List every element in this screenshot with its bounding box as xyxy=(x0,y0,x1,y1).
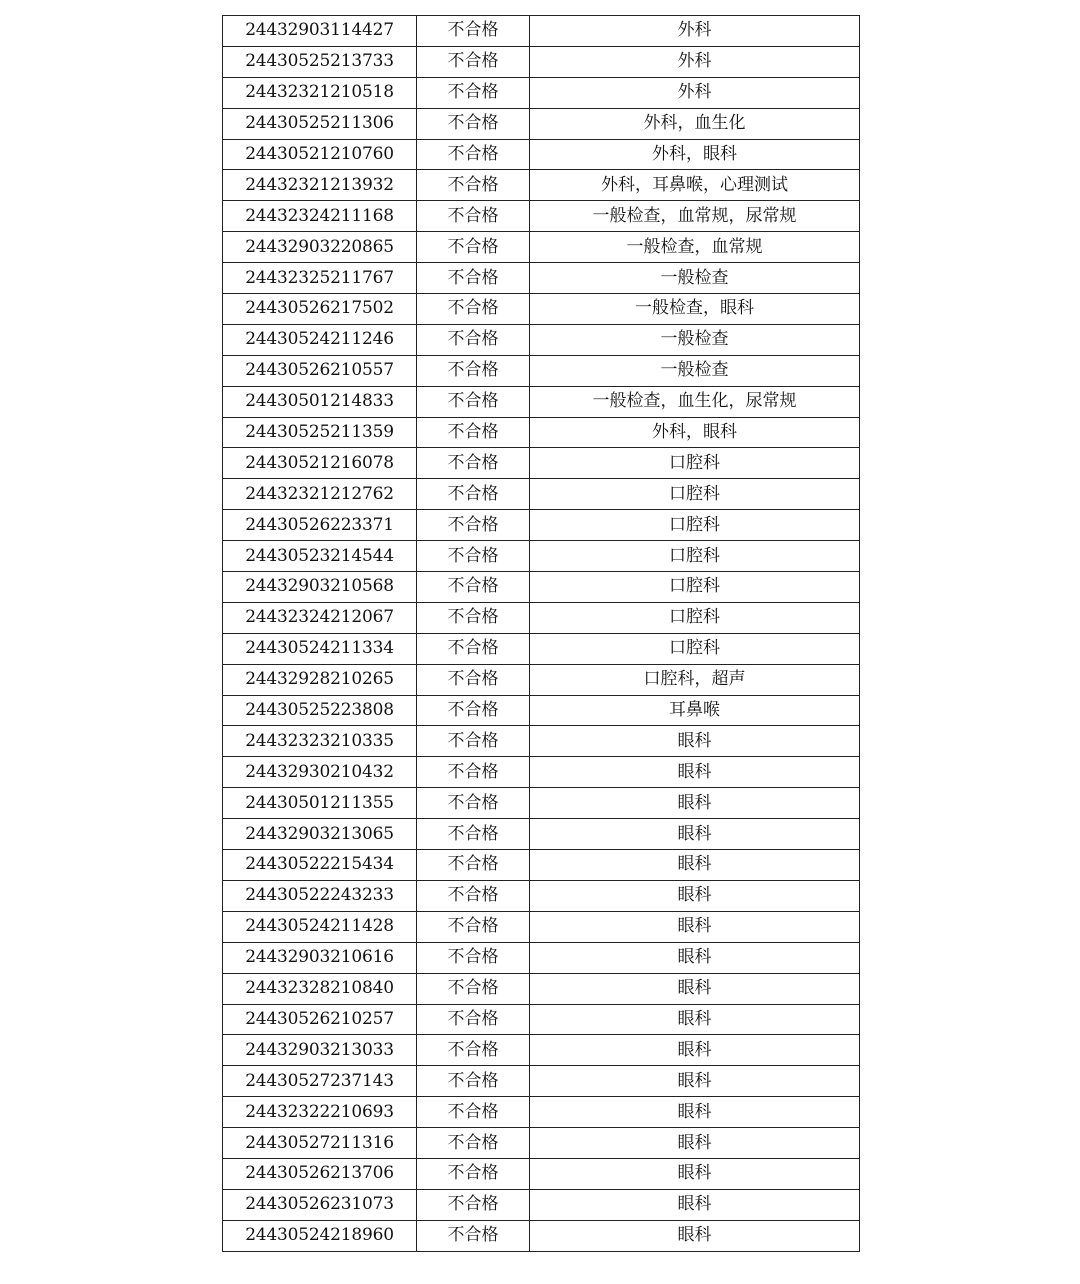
failed-items-cell: 口腔科 xyxy=(530,448,860,479)
table-row xyxy=(223,46,860,77)
result-cell: 不合格 xyxy=(417,510,530,541)
candidate-id-cell: 24430522243233 xyxy=(223,880,417,911)
candidate-id-cell: 24432928210265 xyxy=(223,664,417,695)
table-row xyxy=(223,232,860,263)
failed-items-cell: 一般检查 xyxy=(530,355,860,386)
table-row xyxy=(223,139,860,170)
candidate-id-cell: 24432321212762 xyxy=(223,479,417,510)
result-cell: 不合格 xyxy=(417,139,530,170)
table-row xyxy=(223,541,860,572)
failed-items-cell: 眼科 xyxy=(530,1035,860,1066)
failed-items-cell: 眼科 xyxy=(530,1097,860,1128)
candidate-id-cell: 24430524211246 xyxy=(223,324,417,355)
candidate-id-cell: 24430524211334 xyxy=(223,633,417,664)
failed-items-cell: 外科，耳鼻喉，心理测试 xyxy=(530,170,860,201)
result-cell: 不合格 xyxy=(417,1097,530,1128)
table-row xyxy=(223,1097,860,1128)
result-cell: 不合格 xyxy=(417,757,530,788)
table-row xyxy=(223,417,860,448)
result-cell: 不合格 xyxy=(417,77,530,108)
candidate-id-cell: 24432328210840 xyxy=(223,973,417,1004)
table-row xyxy=(223,850,860,881)
candidate-id-cell: 24430521210760 xyxy=(223,139,417,170)
failed-items-cell: 耳鼻喉 xyxy=(530,695,860,726)
table-row xyxy=(223,1158,860,1189)
result-cell: 不合格 xyxy=(417,386,530,417)
failed-items-cell: 眼科 xyxy=(530,880,860,911)
table-row xyxy=(223,1004,860,1035)
result-cell: 不合格 xyxy=(417,1220,530,1251)
candidate-id-cell: 24430525223808 xyxy=(223,695,417,726)
candidate-id-cell: 24432322210693 xyxy=(223,1097,417,1128)
table-row xyxy=(223,263,860,294)
result-cell: 不合格 xyxy=(417,263,530,294)
table-row xyxy=(223,1128,860,1159)
candidate-id-cell: 24430525211359 xyxy=(223,417,417,448)
result-cell: 不合格 xyxy=(417,448,530,479)
failed-items-cell: 眼科 xyxy=(530,1128,860,1159)
result-cell: 不合格 xyxy=(417,1158,530,1189)
table-row xyxy=(223,170,860,201)
failed-items-cell: 口腔科 xyxy=(530,602,860,633)
candidate-id-cell: 24430527237143 xyxy=(223,1066,417,1097)
results-table-body xyxy=(223,16,860,1252)
table-row xyxy=(223,726,860,757)
candidate-id-cell: 24432903220865 xyxy=(223,232,417,263)
result-cell: 不合格 xyxy=(417,1035,530,1066)
candidate-id-cell: 24432903213033 xyxy=(223,1035,417,1066)
failed-items-cell: 口腔科 xyxy=(530,510,860,541)
candidate-id-cell: 24430526213706 xyxy=(223,1158,417,1189)
failed-items-cell: 外科 xyxy=(530,16,860,47)
result-cell: 不合格 xyxy=(417,479,530,510)
candidate-id-cell: 24430526210557 xyxy=(223,355,417,386)
failed-items-cell: 眼科 xyxy=(530,819,860,850)
candidate-id-cell: 24430525211306 xyxy=(223,108,417,139)
table-row xyxy=(223,1035,860,1066)
candidate-id-cell: 24432325211767 xyxy=(223,263,417,294)
table-row xyxy=(223,324,860,355)
failed-items-cell: 眼科 xyxy=(530,973,860,1004)
candidate-id-cell: 24430526217502 xyxy=(223,294,417,325)
result-cell: 不合格 xyxy=(417,602,530,633)
result-cell: 不合格 xyxy=(417,541,530,572)
table-row xyxy=(223,479,860,510)
table-row xyxy=(223,201,860,232)
candidate-id-cell: 24430526210257 xyxy=(223,1004,417,1035)
result-cell: 不合格 xyxy=(417,726,530,757)
results-table xyxy=(222,15,860,1252)
candidate-id-cell: 24432903210568 xyxy=(223,572,417,603)
table-row xyxy=(223,757,860,788)
result-cell: 不合格 xyxy=(417,880,530,911)
result-cell: 不合格 xyxy=(417,46,530,77)
candidate-id-cell: 24430501211355 xyxy=(223,788,417,819)
table-row xyxy=(223,510,860,541)
failed-items-cell: 口腔科 xyxy=(530,633,860,664)
table-row xyxy=(223,1066,860,1097)
table-row xyxy=(223,880,860,911)
table-row xyxy=(223,448,860,479)
candidate-id-cell: 24430524218960 xyxy=(223,1220,417,1251)
result-cell: 不合格 xyxy=(417,695,530,726)
failed-items-cell: 一般检查，血常规，尿常规 xyxy=(530,201,860,232)
failed-items-cell: 眼科 xyxy=(530,850,860,881)
table-row xyxy=(223,973,860,1004)
result-cell: 不合格 xyxy=(417,108,530,139)
result-cell: 不合格 xyxy=(417,16,530,47)
candidate-id-cell: 24430524211428 xyxy=(223,911,417,942)
failed-items-cell: 口腔科 xyxy=(530,572,860,603)
failed-items-cell: 一般检查，眼科 xyxy=(530,294,860,325)
result-cell: 不合格 xyxy=(417,572,530,603)
failed-items-cell: 眼科 xyxy=(530,757,860,788)
result-cell: 不合格 xyxy=(417,819,530,850)
result-cell: 不合格 xyxy=(417,1004,530,1035)
failed-items-cell: 眼科 xyxy=(530,1220,860,1251)
candidate-id-cell: 24430501214833 xyxy=(223,386,417,417)
result-cell: 不合格 xyxy=(417,664,530,695)
failed-items-cell: 一般检查 xyxy=(530,324,860,355)
failed-items-cell: 外科 xyxy=(530,77,860,108)
candidate-id-cell: 24432324211168 xyxy=(223,201,417,232)
candidate-id-cell: 24430526231073 xyxy=(223,1189,417,1220)
candidate-id-cell: 24432321213932 xyxy=(223,170,417,201)
failed-items-cell: 眼科 xyxy=(530,942,860,973)
table-row xyxy=(223,386,860,417)
failed-items-cell: 眼科 xyxy=(530,1158,860,1189)
candidate-id-cell: 24430527211316 xyxy=(223,1128,417,1159)
failed-items-cell: 眼科 xyxy=(530,726,860,757)
table-row xyxy=(223,788,860,819)
table-row xyxy=(223,602,860,633)
failed-items-cell: 口腔科 xyxy=(530,541,860,572)
result-cell: 不合格 xyxy=(417,201,530,232)
table-row xyxy=(223,1220,860,1251)
failed-items-cell: 一般检查，血生化，尿常规 xyxy=(530,386,860,417)
table-row xyxy=(223,77,860,108)
result-cell: 不合格 xyxy=(417,942,530,973)
result-cell: 不合格 xyxy=(417,324,530,355)
result-cell: 不合格 xyxy=(417,355,530,386)
result-cell: 不合格 xyxy=(417,633,530,664)
result-cell: 不合格 xyxy=(417,170,530,201)
result-cell: 不合格 xyxy=(417,1066,530,1097)
failed-items-cell: 外科，血生化 xyxy=(530,108,860,139)
candidate-id-cell: 24430526223371 xyxy=(223,510,417,541)
table-row xyxy=(223,16,860,47)
table-row xyxy=(223,664,860,695)
result-cell: 不合格 xyxy=(417,850,530,881)
table-row xyxy=(223,633,860,664)
failed-items-cell: 一般检查 xyxy=(530,263,860,294)
table-row xyxy=(223,294,860,325)
failed-items-cell: 眼科 xyxy=(530,1004,860,1035)
candidate-id-cell: 24430522215434 xyxy=(223,850,417,881)
candidate-id-cell: 24432903210616 xyxy=(223,942,417,973)
candidate-id-cell: 24432903213065 xyxy=(223,819,417,850)
table-row xyxy=(223,942,860,973)
candidate-id-cell: 24432324212067 xyxy=(223,602,417,633)
candidate-id-cell: 24432323210335 xyxy=(223,726,417,757)
failed-items-cell: 外科，眼科 xyxy=(530,139,860,170)
failed-items-cell: 眼科 xyxy=(530,911,860,942)
table-row xyxy=(223,355,860,386)
result-cell: 不合格 xyxy=(417,788,530,819)
table-row xyxy=(223,911,860,942)
candidate-id-cell: 24430521216078 xyxy=(223,448,417,479)
table-row xyxy=(223,1189,860,1220)
candidate-id-cell: 24430525213733 xyxy=(223,46,417,77)
candidate-id-cell: 24432903114427 xyxy=(223,16,417,47)
result-cell: 不合格 xyxy=(417,1189,530,1220)
failed-items-cell: 眼科 xyxy=(530,1189,860,1220)
candidate-id-cell: 24432930210432 xyxy=(223,757,417,788)
table-row xyxy=(223,819,860,850)
result-cell: 不合格 xyxy=(417,1128,530,1159)
table-row xyxy=(223,572,860,603)
table-row xyxy=(223,695,860,726)
failed-items-cell: 一般检查，血常规 xyxy=(530,232,860,263)
failed-items-cell: 口腔科，超声 xyxy=(530,664,860,695)
result-cell: 不合格 xyxy=(417,417,530,448)
result-cell: 不合格 xyxy=(417,973,530,1004)
candidate-id-cell: 24430523214544 xyxy=(223,541,417,572)
failed-items-cell: 眼科 xyxy=(530,788,860,819)
failed-items-cell: 口腔科 xyxy=(530,479,860,510)
result-cell: 不合格 xyxy=(417,232,530,263)
failed-items-cell: 外科 xyxy=(530,46,860,77)
candidate-id-cell: 24432321210518 xyxy=(223,77,417,108)
failed-items-cell: 外科，眼科 xyxy=(530,417,860,448)
failed-items-cell: 眼科 xyxy=(530,1066,860,1097)
table-row xyxy=(223,108,860,139)
result-cell: 不合格 xyxy=(417,911,530,942)
result-cell: 不合格 xyxy=(417,294,530,325)
